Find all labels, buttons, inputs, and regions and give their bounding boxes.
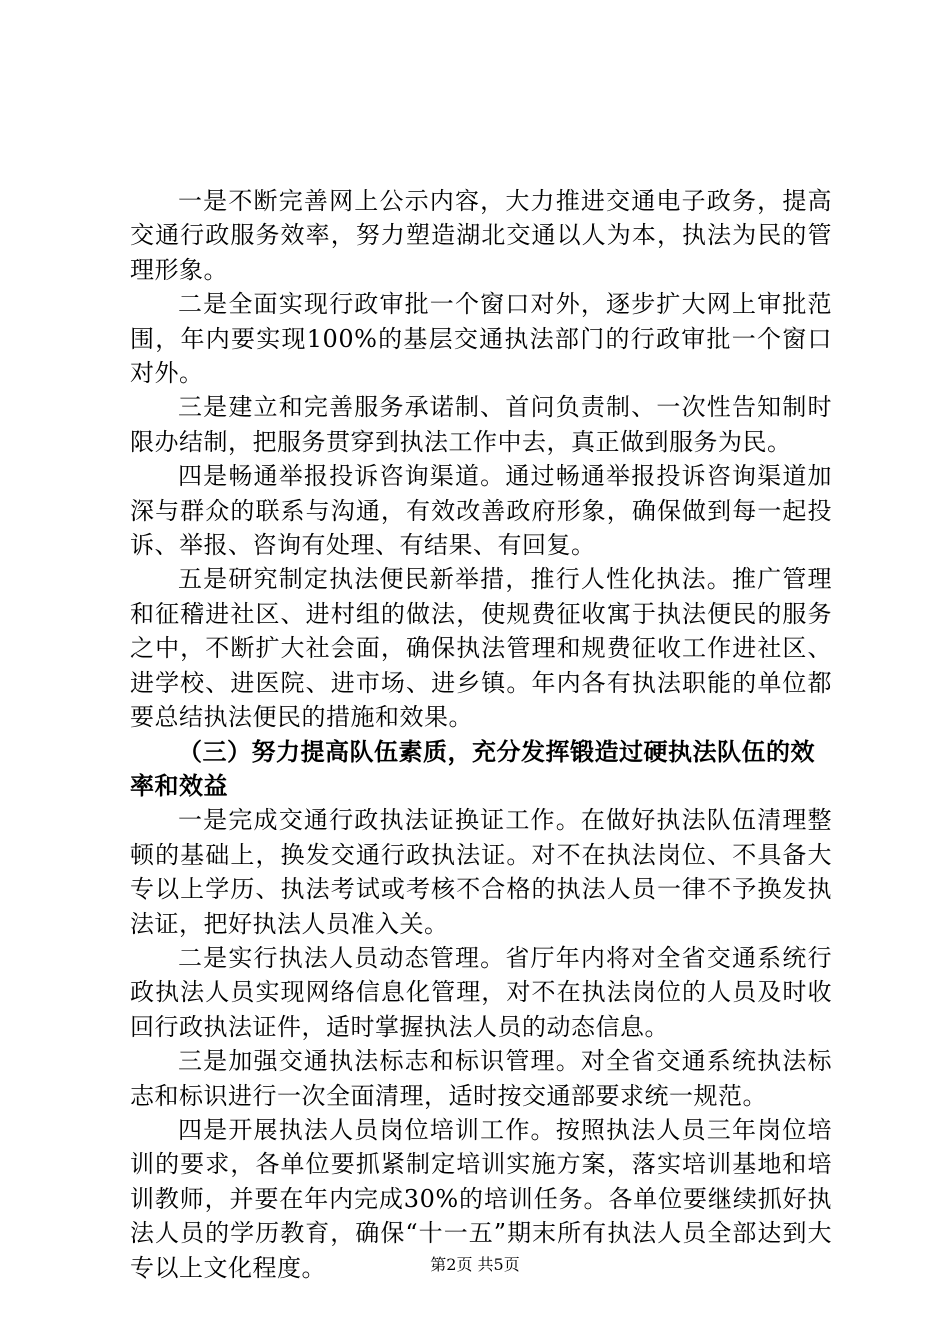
paragraph-8: 三是加强交通执法标志和标识管理。对全省交通系统执法标志和标识进行一次全面清理，适时按交通部要求统一规范。 (130, 1047, 832, 1110)
page-footer: 第2页 共5页 (430, 1255, 520, 1274)
paragraph-7: 二是实行执法人员动态管理。省厅年内将对全省交通系统行政执法人员实现网络信息化管理，对不在执法岗位的人员及时收回行政执法证件，适时掌握执法人员的动态信息。 (130, 943, 832, 1041)
document-body (130, 184, 832, 1285)
section-heading: （三）努力提高队伍素质，充分发挥锻造过硬执法队伍的效率和效益 (130, 737, 815, 800)
paragraph-9: 四是开展执法人员岗位培训工作。按照执法人员三年岗位培训的要求，各单位要抓紧制定培训实施方案，落实培训基地和培训教师，并要在年内完成30%的培训任务。各单位要继续抓好执法人员的学历教育，确保“十一五”期末所有执法人员全部达到大专以上文化程度。 (130, 1115, 832, 1282)
paragraph-2: 二是全面实现行政审批一个窗口对外，逐步扩大网上审批范围，年内要实现100%的基层交通执法部门的行政审批一个窗口对外。 (130, 290, 832, 388)
paragraph-1: 一是不断完善网上公示内容，大力推进交通电子政务，提高交通行政服务效率，努力塑造湖北交通以人为本，执法为民的管理形象。 (130, 187, 832, 284)
paragraph-6: 一是完成交通行政执法证换证工作。在做好执法队伍清理整顿的基础上，换发交通行政执法证。对不在执法岗位、不具备大专以上学历、执法考试或考核不合格的执法人员一律不予换发执法证，把好执法人员准入关。 (130, 806, 832, 938)
paragraph-5: 五是研究制定执法便民新举措，推行人性化执法。推广管理和征稽进社区、进村组的做法，使规费征收寓于执法便民的服务之中，不断扩大社会面，确保执法管理和规费征收工作进社区、进学校、进医院、进市场、进乡镇。年内各有执法职能的单位都要总结执法便民的措施和效果。 (130, 565, 832, 732)
paragraph-4: 四是畅通举报投诉咨询渠道。通过畅通举报投诉咨询渠道加深与群众的联系与沟通，有效改善政府形象，确保做到每一起投诉、举报、咨询有处理、有结果、有回复。 (130, 462, 832, 560)
paragraph-3: 三是建立和完善服务承诺制、首问负责制、一次性告知制时限办结制，把服务贯穿到执法工作中去，真正做到服务为民。 (130, 393, 832, 456)
